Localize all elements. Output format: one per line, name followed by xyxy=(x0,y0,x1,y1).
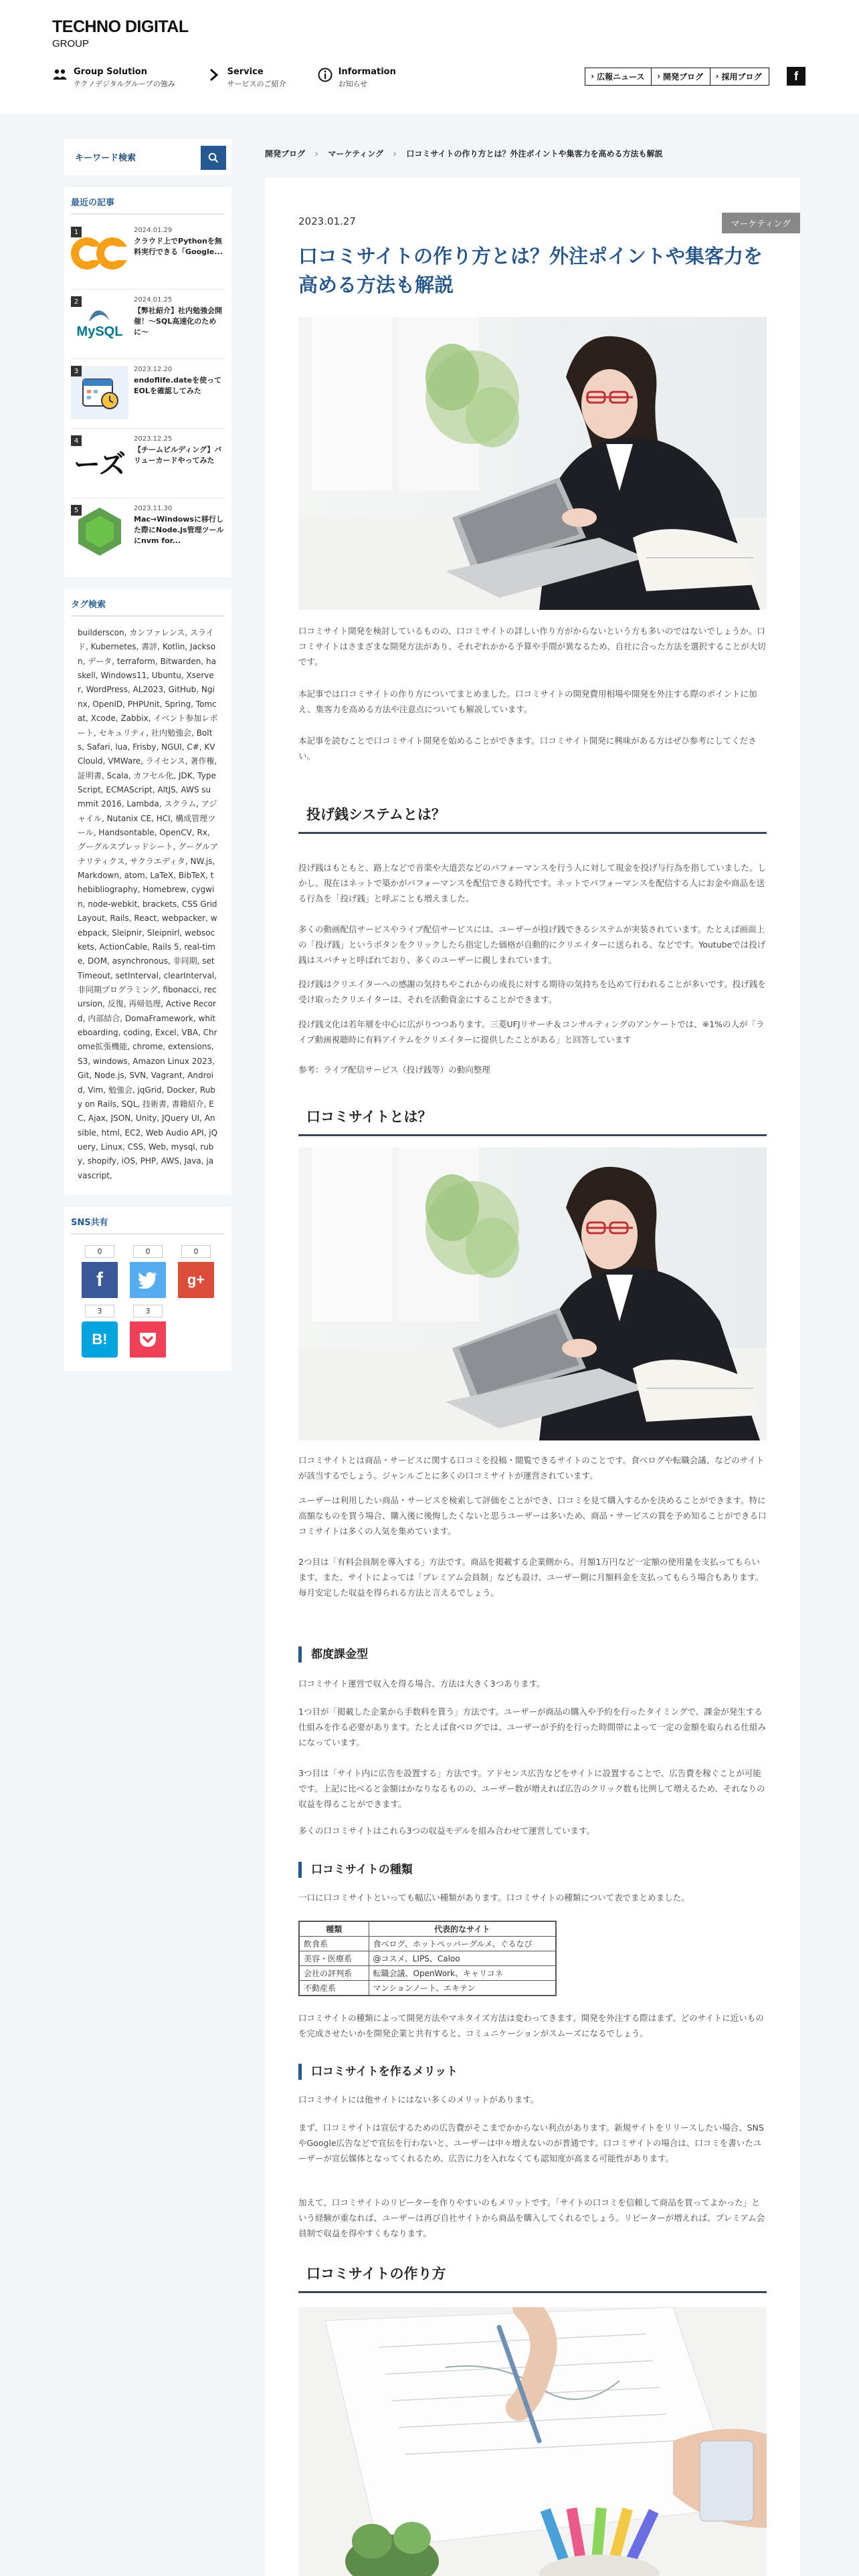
section-image xyxy=(298,1148,767,1440)
breadcrumb xyxy=(265,147,663,160)
post-date: 2024.01.29 xyxy=(134,227,173,234)
top-links xyxy=(585,67,805,86)
table-header-cell: 代表的なサイト xyxy=(369,1921,556,1937)
intro-paragraph: 本記事では口コミサイトの作り方についてまとめました。口コミサイトの開発費用相場や開発を外注する際のポイントに加え、集客力を高める方法や注意点についても解説しています。 xyxy=(298,689,757,715)
body-paragraph: 1つ目が「掲載した企業から手数料を貰う」方法です。ユーザーが商品の購入や予約を行ったタイミングで、課金が発生する仕組みを作る必要があります。たとえば食べログでは、ユーザーが予約を行った時間帯によって一定の金額を取られる仕組みになっています。 xyxy=(298,1707,767,1748)
twitter-share[interactable] xyxy=(130,1245,166,1298)
body-paragraph: 一口に口コミサイトといっても幅広い種類があります。口コミサイトの種類について表でまとめました。 xyxy=(298,1893,690,1903)
table-row xyxy=(299,1981,556,1996)
chevron-right-icon: › xyxy=(715,72,719,81)
body-paragraph: 多くの動画配信サービスやライブ配信サービスには、ユーザーが投げ銭できるシステムが実装されています。たとえば画面上の「投げ銭」というボタンをクリックしたら指定した価格が自動的にクリエイターに送られる、などです。Youtubeでは投げ銭はスパチャと呼ばれており、多くのユーザーに親しまれています。 xyxy=(298,924,766,966)
post-title: 【弊社紹介】社内勉強会開催！〜SQL高速化のために〜 xyxy=(134,306,222,336)
facebook-icon[interactable]: f xyxy=(82,1262,118,1298)
search-input[interactable] xyxy=(71,146,198,169)
post-title: 【チームビルディング】バリューカードやってみた xyxy=(134,445,222,465)
post-date: 2024.01.25 xyxy=(134,296,173,304)
subsection-heading: 口コミサイトの種類 xyxy=(298,1862,767,1878)
recent-posts-widget xyxy=(64,187,231,577)
link-press-news[interactable] xyxy=(585,68,652,86)
recent-post-item[interactable] xyxy=(71,429,225,498)
nav-service[interactable] xyxy=(206,67,286,89)
body-paragraph: 口コミサイト運営で収入を得る場合、方法は大きく3つあります。 xyxy=(298,1679,545,1689)
body-paragraph: 投げ銭はもともと、路上などで音楽や大道芸などのパフォーマンスを行う人に対して現金を投げ与行為を指していました。しかし、現在はネットで築かがパフォーマンスを配信できる時代です。ネットでパフォーマンスを配信する人にお金や商品を送る行為を「投げ銭」と呼ぶことも増えました。 xyxy=(298,863,767,904)
share-count: 3 xyxy=(85,1305,114,1317)
chevron-right-icon xyxy=(206,67,222,83)
rank-badge: 4 xyxy=(71,435,82,446)
table-row xyxy=(299,1966,556,1981)
reference-link[interactable]: 参考：ライブ配信サービス（投げ銭等）の動向整理 xyxy=(298,1065,490,1075)
body-paragraph: ユーザーは利用したい商品・サービスを検索して評価をことができ、口コミを見て購入するかを決めることができます。特に高額なものを買う場合、購入後に後悔したくないと思うユーザーは多いため、商品・サービスの質を予め知ることができる口コミサイトは多くの人気を集めています。 xyxy=(298,1495,767,1537)
recent-post-item[interactable] xyxy=(71,290,225,359)
body-paragraph: 加えて、口コミサイトのリピーターを作りやすいのもメリットです。「サイトの口コミを信頼して商品を買ってよかった」という経験が重なれば、ユーザーは再び自社サイトから商品を購入してくれるでしょう。リピーターが増えれば、プレミアム会員制で収益を得やすくもなります。 xyxy=(298,2197,765,2239)
rank-badge: 2 xyxy=(71,296,82,307)
share-count: 0 xyxy=(181,1245,211,1258)
table-cell: 飲食系 xyxy=(299,1937,369,1951)
post-date: 2023.11.30 xyxy=(134,505,173,512)
pocket-icon[interactable] xyxy=(130,1321,166,1358)
post-date: 2023.12.20 xyxy=(134,366,173,373)
hero-image xyxy=(298,317,767,610)
body-paragraph: 口コミサイトとは商品・サービスに関する口コミを投稿・閲覧できるサイトのことです。食べログや転職会議、などのサイトが該当するでしょう。ジャンルごとに多くの口コミサイトが運営されています。 xyxy=(298,1455,765,1481)
rank-badge: 5 xyxy=(71,505,82,516)
body-paragraph: 投げ銭はクリエイターへの感謝の気持ちやこれからの成長に対する期待の気持ちを込めて行われることが多いです。投げ銭を受け取ったクリエイターは、それを活動資金にすることができます。 xyxy=(298,979,766,1005)
mysql-label: MySQL xyxy=(76,324,123,339)
share-count: 0 xyxy=(85,1245,114,1258)
sidebar xyxy=(64,139,231,1371)
nav-title: Group Solution xyxy=(74,67,147,77)
widget-title: SNS共有 xyxy=(71,1215,225,1235)
body-paragraph: 口コミサイトの種類によって開発方法やマネタイズ方法は変わってきます。開発を外注する際はまず、どのサイトに近いものを完成させたいかを開発企業と共有すると、コミュニケーションがスムーズになるでしょう。 xyxy=(298,2013,764,2039)
post-date: 2023.01.27 xyxy=(298,215,356,227)
body-paragraph: 3つ目は「サイト内に広告を設置する」方法です。アドセンス広告などをサイトに設置することで、広告費を稼ぐことが可能です。上記に比べると金額はかなりなるものの、ユーザー数が増えれば広告のクリック数も比例して増えるため、それなりの収益を得ることができます。 xyxy=(298,1768,765,1810)
table-cell: マンションノート、エキテン xyxy=(369,1981,556,1996)
table-cell: 食べログ、ホットペッパーグルメ、ぐるなび xyxy=(369,1937,556,1951)
people-icon xyxy=(52,67,68,83)
nav-subtitle: お知らせ xyxy=(338,80,368,88)
chevron-right-icon: › xyxy=(314,147,319,160)
pocket-share[interactable] xyxy=(130,1305,166,1358)
section-heading: 投げ銭システムとは？ xyxy=(298,801,767,834)
search-widget xyxy=(64,139,231,175)
tag-list[interactable]: builderscon, カンファレンス, スライド, Kubernetes, 書評, Kotlin, Jackson, データ, terraform, Bitwarden, haskell, Windows11, Ubuntu, Xserver, WordPress, AL2023, GitHub, Nginx, OpenID, PHPUnit, Spring, Tomcat, Xcode, Zabbix, イベント参加レポート, セキュリティ, 社内勉強会, Bolts, Safari, lua, Frisby, NGUI, C#, KVClould, VMWare, ライセンス, 著作権, 証明書, Scala, カフセル化, JDK, TypeScript, ECMAScript, AltJS, AWS summit 2016, Lambda, スクラム, アジャイル, Nutanix CE, HCI, 構成管理ツール, Handsontable, OpenCV, Rx, グーグルスプレッドシート, グーグルアナリティクス, サクラエディタ, NW.js, Markdown, atom, LaTeX, BibTeX, thebibliography, Homebrew, cygwin, node-webkit, brackets, CSS Grid Layout, Rails, React, webpacker, webpack, Sleipnir, Sleipnirl, websockets, ActionCable, Rails 5, real-time, DOM, asynchronous, 非同期, setTimeout, setInterval, clearInterval, 非同期プログラミング, fibonacci, recursion, 反復, 再帰処理, Active Record, 内部結合, DomaFramework, whiteboarding, coding, Excel, VBA, Chrome拡張機能, chrome, extensions, S3, windows, Amazon Linux 2023, Git, Node.js, SVN, Vagrant, Android, Vim, 勉強会, jqGrid, Docker, Ruby on Rails, SQL, 技術書, 書籍紹介, EC, Ajax, JSON, Unity, JQuery UI, Ansible, html, EC2, Web Audio API, jQuery, Linux, CSS, Web, mysql, ruby, shopify, iOS, PHP, AWS, Java, javascript, xyxy=(78,628,218,1180)
link-label: 広報ニュース xyxy=(597,72,645,82)
breadcrumb-item-dev-blog[interactable]: 開発ブログ xyxy=(265,149,306,158)
rank-badge: 3 xyxy=(71,366,82,377)
body-paragraph: 多くの口コミサイトはこれら3つの収益モデルを組み合わせて運営しています。 xyxy=(298,1826,595,1836)
subsection-heading: 都度課金型 xyxy=(298,1646,767,1662)
tag-search-widget xyxy=(64,589,231,1195)
hatena-bookmark-icon[interactable]: B! xyxy=(82,1321,118,1358)
logo-main-text: TECHNO DIGITAL xyxy=(52,17,189,36)
table-cell: 美容・医療系 xyxy=(299,1951,369,1966)
recent-post-item[interactable] xyxy=(71,359,225,429)
sns-share-widget xyxy=(64,1207,231,1371)
widget-title: 最近の記事 xyxy=(71,195,225,215)
share-count: 3 xyxy=(133,1305,163,1317)
info-icon xyxy=(317,67,333,83)
table-cell: 不動産系 xyxy=(299,1981,369,1996)
nav-subtitle: サービスのご紹介 xyxy=(227,80,286,88)
table-header-row xyxy=(299,1921,556,1937)
recent-post-item[interactable] xyxy=(71,220,225,290)
link-label: 開発ブログ xyxy=(663,72,704,82)
nav-title: Service xyxy=(227,67,264,77)
body-paragraph: 投げ銭文化は若年層を中心に広がりつつあります。三菱UFJリサーチ＆コンサルティングのアンケートでは、※1%の人が「ライブ動画視聴時に有料アイテムをクリエイターに提供したことがある」と回答しています xyxy=(298,1019,765,1045)
table-cell: 転職会議、OpenWork、キャリコネ xyxy=(369,1966,556,1981)
section-heading: 口コミサイトの作り方 xyxy=(298,2260,767,2293)
post-title: endoflife.dateを使ってEOLを確認してみた xyxy=(134,376,222,395)
twitter-icon[interactable] xyxy=(130,1262,166,1298)
breadcrumb-item-current: 口コミサイトの作り方とは？外注ポイントや集客力を高める方法も解説 xyxy=(406,149,663,158)
nav-title: Information xyxy=(338,67,396,77)
link-dev-blog[interactable] xyxy=(651,68,710,86)
link-label: 採用ブログ xyxy=(721,72,762,82)
article-card xyxy=(265,178,800,2576)
facebook-icon[interactable]: f xyxy=(787,67,805,86)
page-title: 口コミサイトの作り方とは？外注ポイントや集客力を高める方法も解説 xyxy=(298,245,763,296)
logo-sub-text: GROUP xyxy=(52,38,90,49)
rank-badge: 1 xyxy=(71,227,82,237)
body-paragraph: まず、口コミサイトは宣伝するための広告費がそこまでかからない利点があります。新規サイトをリリースしたい場合、SNSやGoogle広告などで宣伝を行わないと、ユーザーは中々増えないのが普通です。口コミサイトの場合は、口コミを書いたユーザーが宣伝媒体となってくれるため、広告に力を入れなくても認知度が高まる可能性があります。 xyxy=(298,2123,764,2164)
body-paragraph: 2つ目は「有料会員制を導入する」方法です。商品を掲載する企業側から、月額1万円など一定額の使用量を支払ってもらいます。また、サイトによっては「プレミアム会員制」なども設け、ユーザー側に月額料金を支払ってもらう場合もあります。毎月安定した収益を得られる方法と言えるでしょう。 xyxy=(298,1557,764,1598)
table-row xyxy=(299,1937,556,1951)
nav-information[interactable] xyxy=(317,67,396,89)
banner-text: ーズ xyxy=(74,449,126,480)
breadcrumb-item-marketing[interactable]: マーケティング xyxy=(328,149,383,158)
chevron-right-icon: › xyxy=(591,72,595,81)
section-heading: 口コミサイトとは？ xyxy=(298,1103,767,1136)
category-badge[interactable]: マーケティング xyxy=(722,213,800,233)
subsection-heading: 口コミサイトを作るメリット xyxy=(298,2064,767,2080)
chevron-right-icon: › xyxy=(392,147,397,160)
intro-paragraph: 本記事を読むことで口コミサイト開発を始めることができます。口コミサイト開発に興味がある方はぜひ参考にしてください。 xyxy=(298,736,757,762)
table-cell: 会社の評判系 xyxy=(299,1966,369,1981)
post-title: Mac→Windowsに移行した際にNode.js管理ツールにnvm for... xyxy=(134,515,224,545)
link-recruit-blog[interactable] xyxy=(710,68,769,86)
hatena-share[interactable] xyxy=(82,1305,118,1358)
post-date: 2023.12.25 xyxy=(134,435,173,443)
table-header-cell: 種類 xyxy=(299,1921,369,1937)
site-header xyxy=(0,0,859,114)
search-icon xyxy=(208,152,219,163)
site-logo[interactable] xyxy=(52,17,189,49)
facebook-share[interactable] xyxy=(82,1245,118,1298)
googleplus-icon[interactable]: g+ xyxy=(178,1262,214,1298)
chevron-right-icon: › xyxy=(657,72,661,81)
widget-title: タグ検索 xyxy=(71,597,225,617)
search-button[interactable] xyxy=(201,146,226,170)
intro-paragraph: 口コミサイト開発を検討しているものの、口コミサイトの詳しい作り方がからないという方も多いのではないでしょうか。口コミサイトはさまざまな開発方法があり、それぞれかかる予算や手間が異なるため、自社に合った方法を選択することが大切です。 xyxy=(298,626,766,667)
share-count: 0 xyxy=(133,1245,163,1258)
googleplus-share[interactable] xyxy=(178,1245,214,1298)
section-image xyxy=(298,2307,767,2576)
table-cell: @コスメ、LIPS、Caloo xyxy=(369,1951,556,1966)
post-title: クラウド上でPythonを無料実行できる「Google... xyxy=(134,237,223,256)
site-types-table xyxy=(298,1921,557,1996)
sns-buttons xyxy=(71,1240,225,1362)
body-paragraph: 口コミサイトには他サイトにはない多くのメリットがあります。 xyxy=(298,2095,539,2105)
nav-group-solution[interactable] xyxy=(52,67,175,89)
recent-post-item[interactable] xyxy=(71,498,225,568)
nav-subtitle: テクノデジタルグループの強み xyxy=(74,80,175,88)
table-row xyxy=(299,1951,556,1966)
global-nav xyxy=(52,67,396,89)
